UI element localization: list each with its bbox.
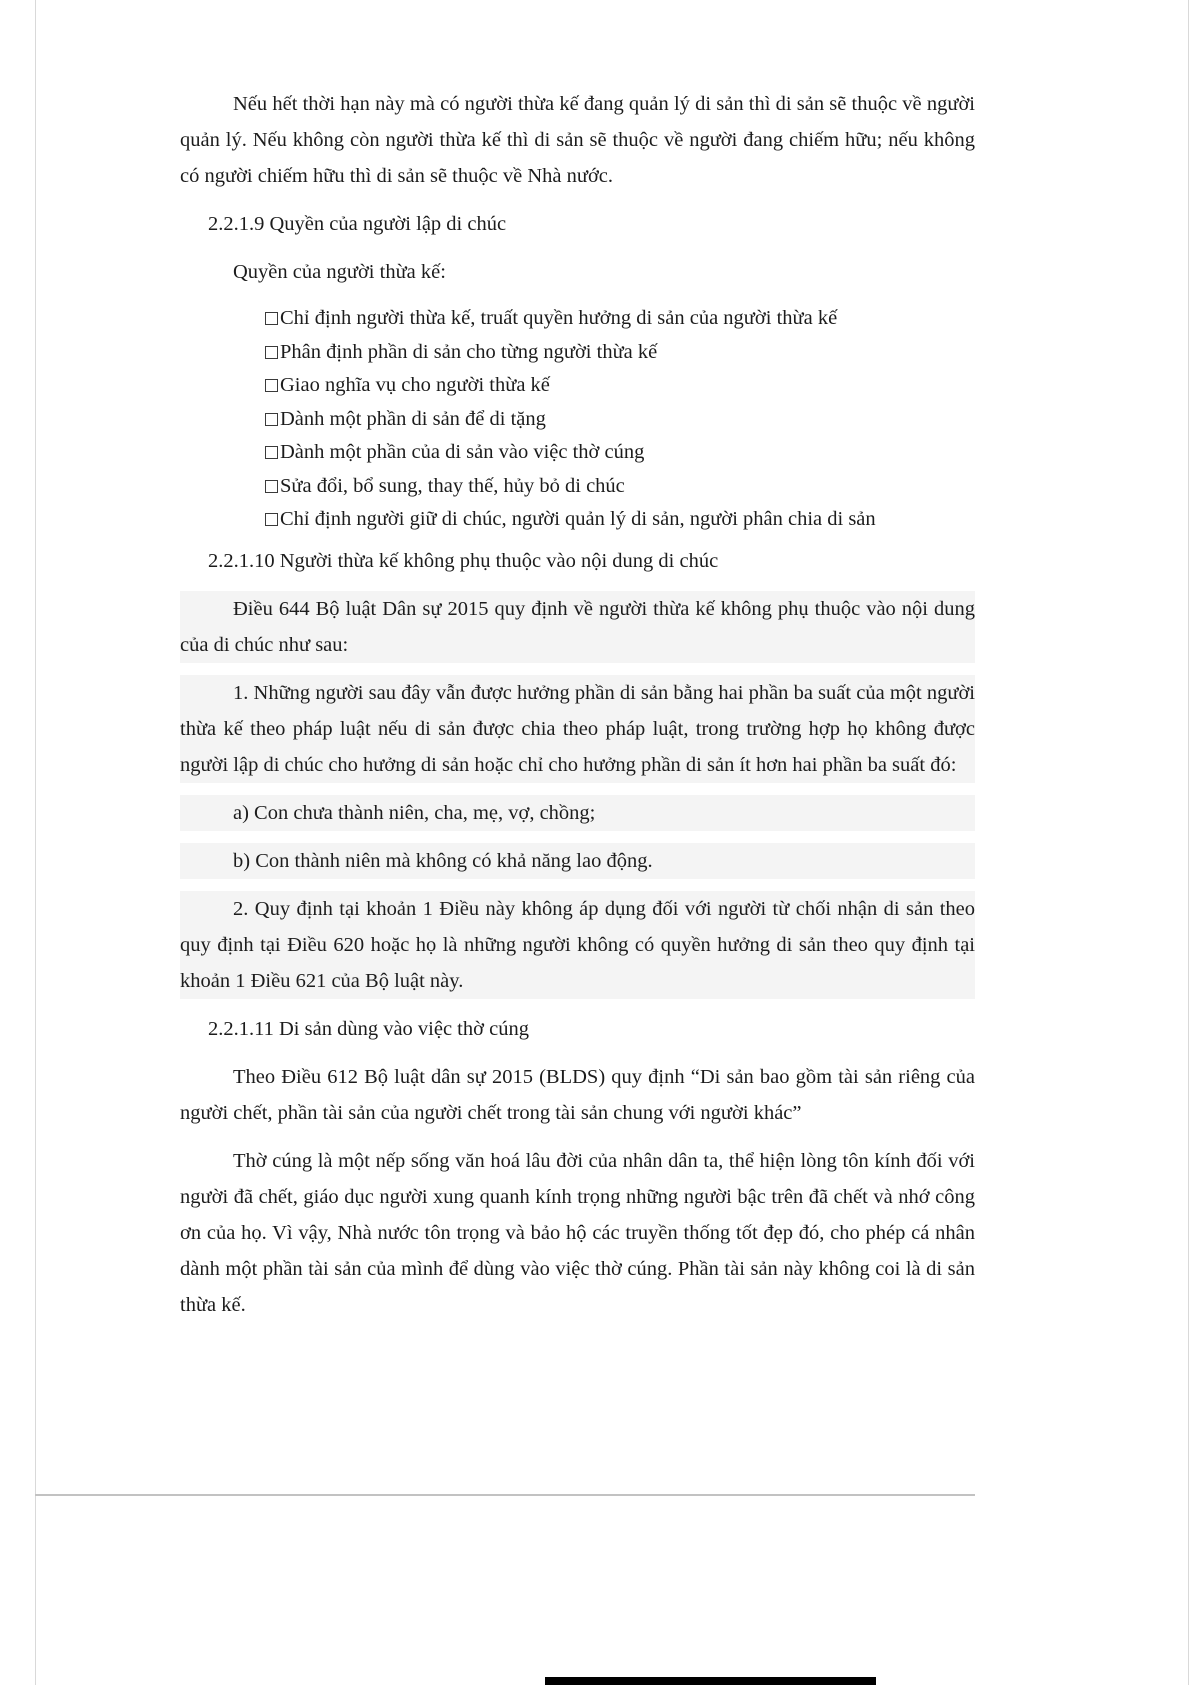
document-page bbox=[180, 86, 975, 1335]
paragraph-intro: Nếu hết thời hạn này mà có người thừa kế đang quản lý di sản thì di sản sẽ thuộc về người quản lý. Nếu không còn người thừa kế thì di sản sẽ thuộc về người đang chiếm hữu; nếu không có người chiếm hữu thì di sản sẽ thuộc về Nhà nước. bbox=[180, 93, 975, 187]
paragraph-item-b: b) Con thành niên mà không có khả năng lao động. bbox=[180, 843, 975, 879]
checkbox-icon bbox=[265, 480, 278, 493]
list-item-text: Dành một phần của di sản vào việc thờ cúng bbox=[280, 441, 645, 463]
paragraph-item-a: a) Con chưa thành niên, cha, mẹ, vợ, chồng; bbox=[180, 795, 975, 831]
list-item-text: Giao nghĩa vụ cho người thừa kế bbox=[280, 374, 550, 396]
checkbox-icon bbox=[265, 379, 278, 392]
paragraph-rights-intro: Quyền của người thừa kế: bbox=[233, 261, 446, 283]
checkbox-icon bbox=[265, 413, 278, 426]
checkbox-icon bbox=[265, 513, 278, 526]
list-item bbox=[265, 503, 975, 537]
page-left-edge bbox=[35, 0, 36, 1685]
list-item-text: Chỉ định người thừa kế, truất quyền hưởng di sản của người thừa kế bbox=[280, 307, 838, 329]
list-item bbox=[265, 336, 975, 370]
page-right-edge bbox=[1188, 0, 1189, 1685]
paragraph-dieu-612: Theo Điều 612 Bộ luật dân sự 2015 (BLDS) quy định “Di sản bao gồm tài sản riêng của người chết, phần tài sản của người chết trong tài sản chung với người khác” bbox=[180, 1065, 975, 1124]
list-item bbox=[265, 436, 975, 470]
section-heading-2-2-1-11: 2.2.1.11 Di sản dùng vào việc thờ cúng bbox=[208, 1017, 529, 1040]
section-heading-2-2-1-10: 2.2.1.10 Người thừa kế không phụ thuộc vào nội dung di chúc bbox=[208, 549, 719, 572]
paragraph-dieu-644: Điều 644 Bộ luật Dân sự 2015 quy định về người thừa kế không phụ thuộc vào nội dung của di chúc như sau: bbox=[180, 591, 975, 663]
list-item bbox=[265, 470, 975, 504]
list-item-text: Chỉ định người giữ di chúc, người quản lý di sản, người phân chia di sản bbox=[280, 508, 876, 530]
bullet-list bbox=[265, 302, 975, 537]
list-item bbox=[265, 403, 975, 437]
paragraph-clause-2: 2. Quy định tại khoản 1 Điều này không áp dụng đối với người từ chối nhận di sản theo quy định tại Điều 620 hoặc họ là những người không có quyền hưởng di sản theo quy định tại khoản 1 Điều 621 của Bộ luật này. bbox=[180, 891, 975, 999]
paragraph-tho-cung: Thờ cúng là một nếp sống văn hoá lâu đời của nhân dân ta, thể hiện lòng tôn kính đối với người đã chết, giáo dục người xung quanh kính trọng những người bậc trên đã chết và nhớ công ơn của họ. Vì vậy, Nhà nước tôn trọng và bảo hộ các truyền thống tốt đẹp đó, cho phép cá nhân dành một phần tài sản của mình để dùng vào việc thờ cúng. Phần tài sản này không coi là di sản thừa kế. bbox=[180, 1149, 975, 1316]
checkbox-icon bbox=[265, 312, 278, 325]
bottom-black-bar bbox=[545, 1677, 876, 1685]
section-heading-2-2-1-9: 2.2.1.9 Quyền của người lập di chúc bbox=[208, 213, 507, 235]
list-item-text: Phân định phần di sản cho từng người thừa kế bbox=[280, 340, 658, 363]
list-item bbox=[265, 369, 975, 403]
checkbox-icon bbox=[265, 446, 278, 459]
paragraph-clause-1: 1. Những người sau đây vẫn được hưởng phần di sản bằng hai phần ba suất của một người thừa kế theo pháp luật nếu di sản được chia theo pháp luật, trong trường hợp họ không được người lập di chúc cho hưởng di sản hoặc chỉ cho hưởng phần di sản ít hơn hai phần ba suất đó: bbox=[180, 675, 975, 783]
checkbox-icon bbox=[265, 346, 278, 359]
list-item-text: Sửa đổi, bổ sung, thay thế, hủy bỏ di chúc bbox=[280, 474, 625, 497]
list-item-text: Dành một phần di sản để di tặng bbox=[280, 407, 546, 430]
footer-divider bbox=[35, 1494, 975, 1496]
list-item bbox=[265, 302, 975, 336]
